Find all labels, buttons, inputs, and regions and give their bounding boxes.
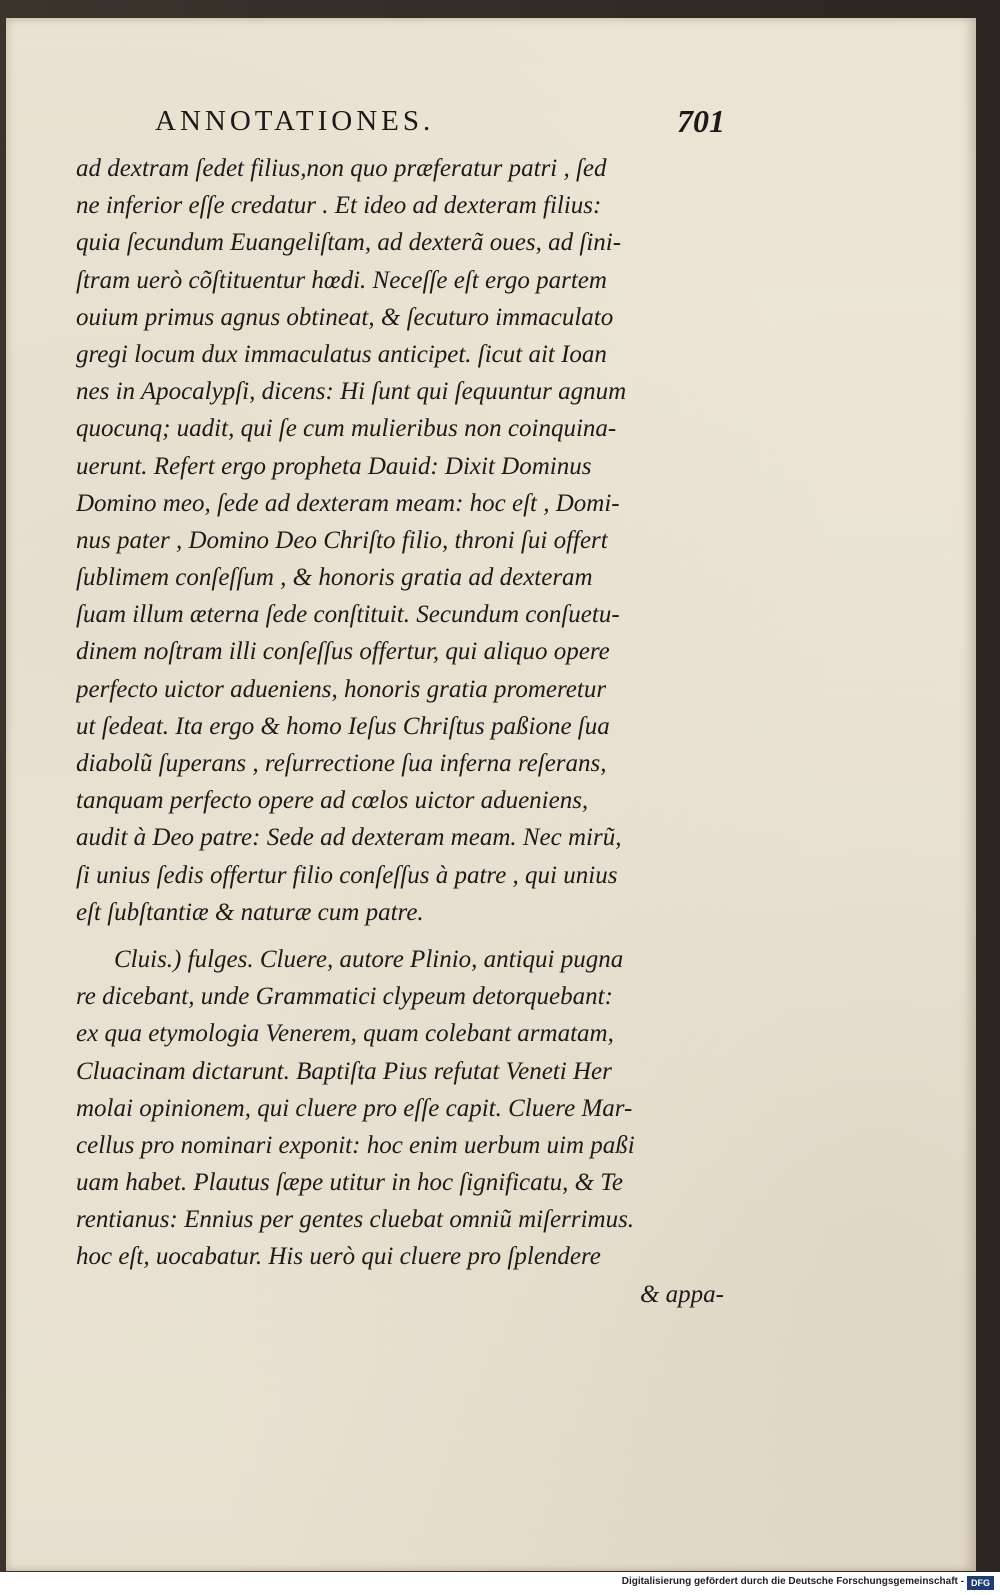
text-line: ſublimem conſeſſum , & honoris gratia ad dexteram [76,564,593,592]
text-line: gregi locum dux immaculatus anticipet. ſicut ait Ioan [76,340,607,368]
text-line: ut ſedeat. Ita ergo & homo Ieſus Chriſtus paßione ſua [76,712,610,740]
running-title: ANNOTATIONES. [155,105,435,137]
text-line: ouium primus agnus obtineat, & ſecuturo immaculato [76,303,614,331]
text-line: tanquam perfecto opere ad cœlos uictor adueniens, [76,787,589,815]
text-line: ex qua etymologia Venerem, quam colebant armatam, [76,1020,614,1048]
footer-bar [0,1572,1000,1595]
text-line: quia ſecundum Euangeliſtam, ad dexterã oues, ad ſini- [76,229,622,257]
text-line: ne inferior eſſe credatur . Et ideo ad dexteram filius: [76,192,602,220]
footer-credit: Digitalisierung gefördert durch die Deutsche Forschungsgemeinschaft - [621,1576,964,1587]
text-line: quocunq; uadit, qui ſe cum mulieribus non coinquina- [76,415,617,443]
text-line: Domino meo, ſede ad dexteram meam: hoc eſt , Domi- [76,489,620,517]
text-line: ad dextram ſedet filius,non quo præferatur patri , ſed [76,155,607,182]
text-line: eſt ſubſtantiæ & naturæ cum patre. [76,898,424,926]
text-line: ſuam illum æterna ſede conſtituit. Secundum conſuetu- [76,601,620,629]
text-line: re dicebant, unde Grammatici clypeum detorquebant: [76,983,613,1011]
text-line: hoc eſt, uocabatur. His uerò qui cluere pro ſplendere [76,1243,601,1271]
text-line: cellus pro nominari exponit: hoc enim uerbum uim paßi [76,1131,635,1159]
folio-number: 701 [677,103,725,139]
text-line: dinem noſtram illi conſeſſus offertur, qui aliquo opere [76,638,610,666]
text-line: uam habet. Plautus ſæpe utitur in hoc ſignificatu, & Te [76,1169,623,1197]
text-line: perfecto uictor adueniens, honoris gratia promeretur [76,675,607,703]
text-line: ſi unius ſedis offertur filio conſeſſus à patre , qui unius [76,861,618,889]
text-line: rentianus: Ennius per gentes cluebat omniũ miſerrimus. [76,1206,635,1234]
text-line: ſtram uerò cõſtituentur hœdi. Neceſſe eſt ergo partem [76,266,607,294]
text-block [76,150,726,1313]
text-line: diabolũ ſuperans , reſurrectione ſua inferna reſerans, [76,750,607,777]
text-line: nus pater , Domino Deo Chriſto filio, throni ſui offert [76,526,608,554]
catchword: & appa- [639,1280,724,1308]
text-line: nes in Apocalypſi, dicens: Hi ſunt qui ſequuntur agnum [76,378,627,406]
text-line: Cluis.) fulges. Cluere, autore Plinio, antiqui pugna [114,945,624,973]
running-head [155,105,725,151]
text-line: uerunt. Refert ergo propheta Dauid: Dixit Dominus [76,452,592,480]
dfg-logo: DFG [967,1576,994,1590]
text-line: audit à Deo patre: Sede ad dexteram meam. Nec mirũ, [76,824,622,852]
text-line: Cluacinam dictarunt. Baptiſta Pius refutat Veneti Her [76,1057,612,1085]
text-line: molai opinionem, qui cluere pro eſſe capit. Cluere Mar- [76,1094,633,1122]
